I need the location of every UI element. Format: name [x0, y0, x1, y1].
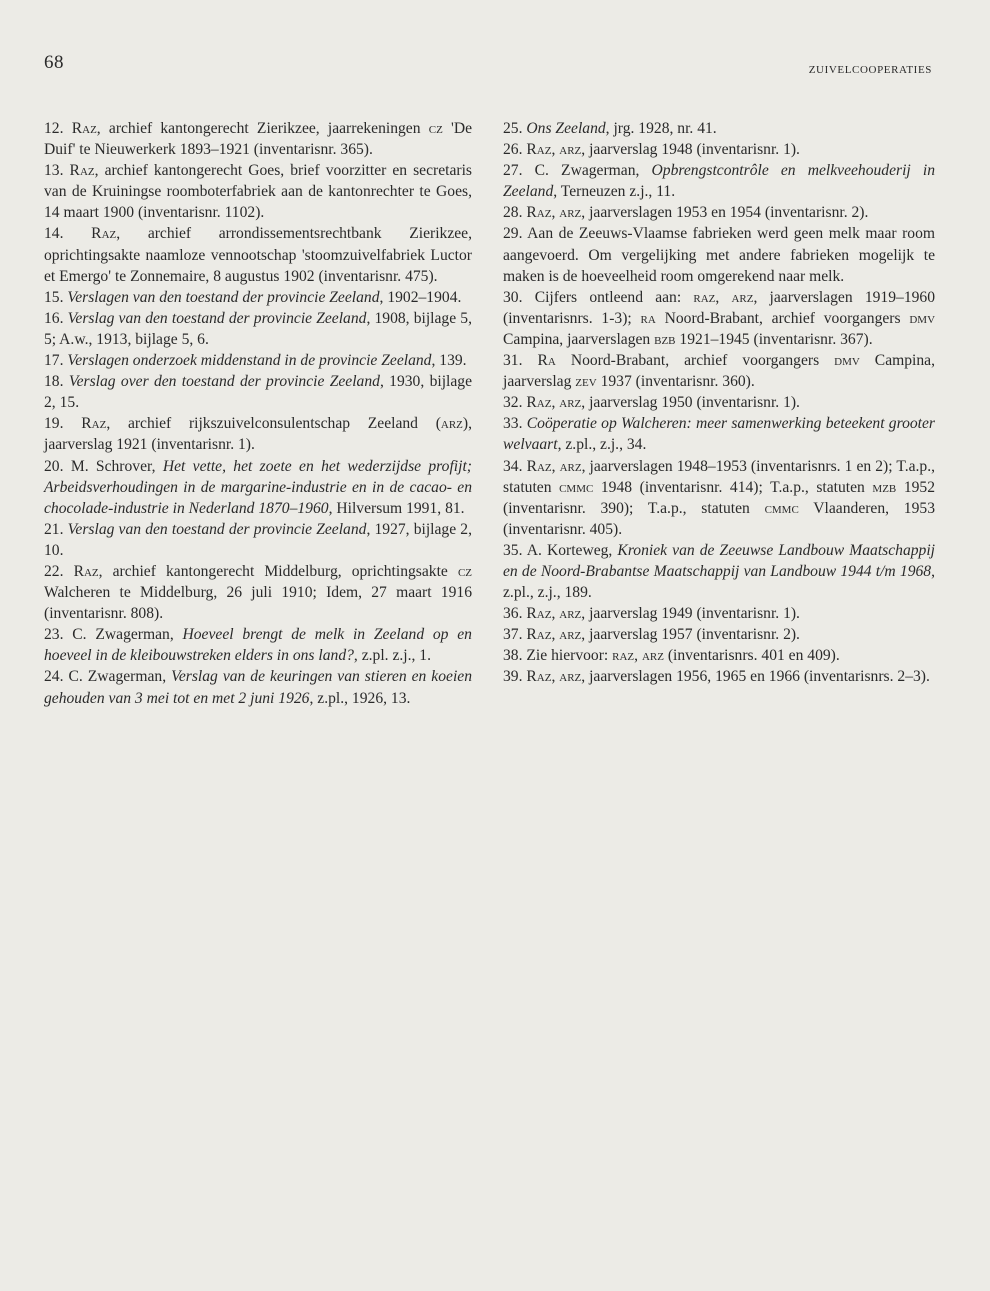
footnote-text: Cijfers ontleend aan: raz, arz, jaarverslagen 1919–1960 (inventarisnrs. 1-3); ra Noord-Brabant, archief voorgangers dmv Campina, jaarverslagen bzb 1921–1945 (inventarisnr. 367). [503, 288, 936, 348]
footnote-text: Raz, arz, jaarverslag 1950 (inventarisnr. 1). [526, 394, 800, 412]
footnote-text: Raz, archief kantongerecht Zierikzee, jaarrekeningen cz 'De Duif' te Nieuwerkerk 1893–1921 (inventarisnr. 365). [44, 120, 473, 159]
footnote-33 [503, 413, 935, 455]
footnote-text: Raz, arz, jaarverslagen 1956, 1965 en 1966 (inventarisnrs. 2–3). [526, 668, 930, 686]
footnote-text: Raz, arz, jaarverslagen 1948–1953 (inventarisnrs. 1 en 2); T.a.p., statuten cmmc 1948 (inventarisnr. 414); T.a.p., statuten mzb 1952 (inventarisnr. 390); T.a.p., statuten cmmc Vlaanderen, 1953 (inventarisnr. 405). [503, 457, 936, 538]
footnote-number: 23. [44, 626, 64, 644]
footnote-text: Raz, arz, jaarverslag 1948 (inventarisnr. 1). [526, 141, 800, 159]
footnote-14 [44, 223, 472, 286]
footnote-number: 34. [503, 457, 523, 475]
footnote-18 [44, 371, 472, 413]
page-number: 68 [44, 52, 64, 73]
footnote-text: A. Korteweg, Kroniek van de Zeeuwse Landbouw Maatschappij en de Noord-Brabantse Maatschappij van Landbouw 1944 t/m 1968, z.pl., z.j., 189. [503, 541, 936, 602]
footnote-text: C. Zwagerman, Verslag van de keuringen van stieren en koeien gehouden van 3 mei tot en met 2 juni 1926, z.pl., 1926, 13. [44, 668, 472, 707]
footnote-24 [44, 666, 472, 708]
footnote-number: 35. [503, 541, 523, 559]
footnote-number: 22. [44, 562, 64, 580]
footnote-35 [503, 540, 935, 603]
footnote-26 [503, 139, 935, 160]
footnote-number: 15. [44, 288, 64, 306]
footnote-number: 12. [44, 120, 64, 137]
footnote-12 [44, 118, 472, 160]
footnote-number: 19. [44, 415, 64, 433]
footnote-number: 17. [44, 352, 64, 370]
footnote-27 [503, 160, 935, 202]
footnote-number: 31. [503, 352, 523, 370]
footnote-text: Raz, archief kantongerecht Middelburg, oprichtingsakte cz Walcheren te Middelburg, 26 juli 1910; Idem, 27 maart 1916 (inventarisnr. 808). [44, 562, 472, 623]
footnote-text: Verslagen onderzoek middenstand in de provincie Zeeland, 139. [67, 352, 467, 370]
footnote-16 [44, 308, 472, 350]
footnote-number: 39. [503, 668, 523, 686]
footnote-29 [503, 223, 935, 286]
footnote-38 [503, 645, 935, 666]
footnote-text: Ra Noord-Brabant, archief voorgangers dmv Campina, jaarverslag zev 1937 (inventarisnr. 360). [503, 352, 935, 391]
footnote-number: 20. [44, 457, 64, 475]
footnote-text: Raz, archief rijkszuivelconsulentschap Zeeland (arz), jaarverslag 1921 (inventarisnr. 1). [44, 415, 472, 454]
footnote-30 [503, 287, 935, 350]
footnote-39 [503, 666, 935, 687]
footnote-text: Raz, arz, jaarverslagen 1953 en 1954 (inventarisnr. 2). [526, 204, 869, 222]
footnote-number: 29. [503, 225, 523, 243]
footnote-number: 37. [503, 626, 523, 644]
footnote-text: C. Zwagerman, Opbrengstcontrôle en melkveehouderij in Zeeland, Terneuzen z.j., 11. [503, 162, 935, 201]
footnote-number: 30. [503, 288, 523, 306]
footnote-number: 18. [44, 373, 64, 391]
footnote-number: 26. [503, 141, 523, 159]
footnote-number: 38. [503, 647, 523, 665]
footnote-36 [503, 603, 935, 624]
footnote-15 [44, 287, 472, 308]
footnote-text: Verslag van den toestand der provincie Zeeland, 1927, bijlage 2, 10. [44, 520, 472, 559]
footnote-number: 21. [44, 520, 64, 538]
footnote-text: Zie hiervoor: raz, arz (inventarisnrs. 401 en 409). [526, 647, 840, 665]
footnote-22 [44, 561, 472, 624]
footnote-text: Verslagen van den toestand der provincie Zeeland, 1902–1904. [67, 288, 462, 306]
footnote-text: Raz, arz, jaarverslag 1949 (inventarisnr. 1). [526, 605, 800, 623]
footnote-number: 36. [503, 605, 523, 623]
footnote-number: 24. [44, 668, 64, 686]
footnote-text: Verslag over den toestand der provincie Zeeland, 1930, bijlage 2, 15. [44, 373, 472, 412]
footnote-number: 27. [503, 162, 523, 180]
footnote-text: Raz, archief kantongerecht Goes, brief voorzitter en secretaris van de Kruiningse roomboterfabriek aan de kantonrechter te Goes, 14 maart 1900 (inventarisnr. 1102). [44, 162, 472, 222]
footnote-text: Raz, archief arrondissementsrechtbank Zierikzee, oprichtingsakte naamloze vennootschap 'stoomzuivelfabriek Luctor et Emergo' te Zonnemaire, 8 augustus 1902 (inventarisnr. 475). [44, 225, 472, 285]
footnote-number: 13. [44, 162, 64, 180]
footnote-text: Coöperatie op Walcheren: meer samenwerking beteekent grooter welvaart, z.pl., z.j., 34. [503, 415, 935, 454]
footnotes-right-column [503, 118, 935, 688]
footnote-number: 32. [503, 394, 523, 412]
footnote-number: 14. [44, 225, 64, 243]
footnote-25 [503, 118, 935, 139]
footnote-34 [503, 456, 935, 540]
footnote-13 [44, 160, 472, 223]
footnote-number: 33. [503, 415, 523, 433]
footnote-text: Ons Zeeland, jrg. 1928, nr. 41. [526, 120, 717, 137]
footnote-20 [44, 456, 472, 519]
footnote-number: 25. [503, 120, 523, 137]
footnotes-left-column [44, 118, 472, 709]
footnote-text: Aan de Zeeuws-Vlaamse fabrieken werd geen melk maar room aangevoerd. Om vergelijking met andere fabrieken mogelijk te maken is de hoeveelheid room omgerekend naar melk. [503, 225, 935, 285]
footnote-32 [503, 392, 935, 413]
footnote-text: Verslag van den toestand der provincie Zeeland, 1908, bijlage 5, 5; A.w., 1913, bijlage 5, 6. [44, 309, 472, 348]
footnote-number: 28. [503, 204, 523, 222]
footnote-19 [44, 413, 472, 455]
footnote-37 [503, 624, 935, 645]
footnote-28 [503, 202, 935, 223]
footnote-text: C. Zwagerman, Hoeveel brengt de melk in Zeeland op en hoeveel in de kleibouwstreken elders in ons land?, z.pl. z.j., 1. [44, 626, 472, 665]
footnote-number: 16. [44, 309, 64, 327]
footnote-21 [44, 519, 472, 561]
footnote-31 [503, 350, 935, 392]
running-head: ZUIVELCOOPERATIES [808, 64, 932, 76]
footnote-23 [44, 624, 472, 666]
footnote-text: M. Schrover, Het vette, het zoete en het wederzijdse profijt; Arbeidsverhoudingen in de margarine-industrie en in de cacao- en chocolade-industrie in Nederland 1870–1960, Hilversum 1991, 81. [44, 457, 472, 517]
footnote-17 [44, 350, 472, 371]
footnote-text: Raz, arz, jaarverslag 1957 (inventarisnr. 2). [526, 626, 800, 644]
